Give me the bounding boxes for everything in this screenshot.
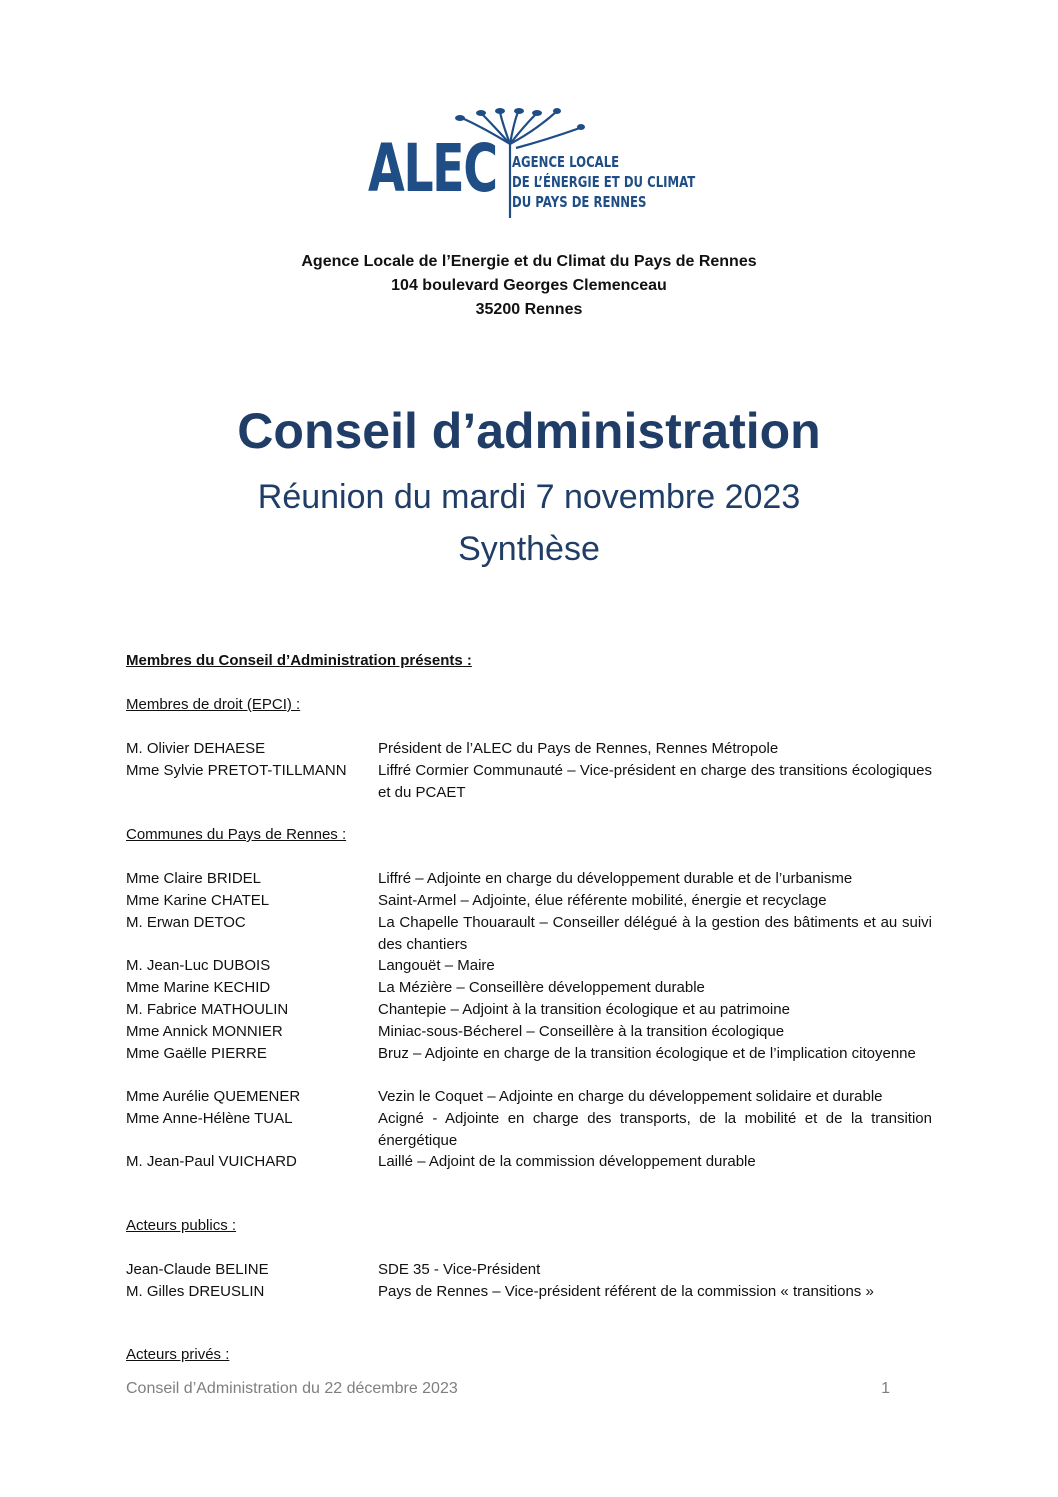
logo-line-2: DE L’ÉNERGIE ET DU CLIMAT xyxy=(512,173,696,191)
member-name: M. Fabrice MATHOULIN xyxy=(126,1001,289,1018)
address-street: 104 boulevard Georges Clemenceau xyxy=(391,277,667,294)
logo-line-3: DU PAYS DE RENNES xyxy=(512,193,647,211)
member-role: Liffré – Adjointe en charge du développement durable et de l’urbanisme xyxy=(378,870,853,887)
page-title: Conseil d’administration xyxy=(237,403,821,459)
member-role: Saint-Armel – Adjointe, élue référente mobilité, énergie et recyclage xyxy=(378,892,827,909)
member-name: Mme Anne-Hélène TUAL xyxy=(126,1110,293,1127)
member-role: La Chapelle Thouarault – Conseiller délégué à la gestion des bâtiments et au suivi des chantiers xyxy=(378,914,932,953)
member-name: M. Gilles DREUSLIN xyxy=(126,1283,265,1300)
logo-tagline xyxy=(512,152,695,212)
member-role: SDE 35 - Vice-Président xyxy=(378,1261,541,1278)
section-communes: Communes du Pays de Rennes : xyxy=(126,826,347,843)
page-number: 1 xyxy=(881,1380,890,1397)
member-role: Laillé – Adjoint de la commission développement durable xyxy=(378,1153,756,1170)
address-city: 35200 Rennes xyxy=(475,301,583,318)
member-name: Mme Aurélie QUEMENER xyxy=(126,1088,301,1105)
member-name: Mme Marine KECHID xyxy=(126,979,271,996)
document-type: Synthèse xyxy=(458,530,600,568)
member-name: M. Erwan DETOC xyxy=(126,914,246,931)
section-droit: Membres de droit (EPCI) : xyxy=(126,696,301,713)
logo-acronym: ALEC xyxy=(368,130,497,207)
member-role: Président de l’ALEC du Pays de Rennes, Rennes Métropole xyxy=(378,740,779,757)
member-name: M. Jean-Luc DUBOIS xyxy=(126,957,271,974)
member-name: Mme Gaëlle PIERRE xyxy=(126,1045,267,1062)
member-role: Pays de Rennes – Vice-président référent de la commission « transitions » xyxy=(378,1283,874,1300)
member-name: M. Jean-Paul VUICHARD xyxy=(126,1153,297,1170)
footer-text: Conseil d’Administration du 22 décembre 2023 xyxy=(126,1380,458,1397)
address-org: Agence Locale de l’Energie et du Climat du Pays de Rennes xyxy=(301,253,757,270)
member-role: Miniac-sous-Bécherel – Conseillère à la transition écologique xyxy=(378,1023,785,1040)
member-role: Vezin le Coquet – Adjointe en charge du développement solidaire et durable xyxy=(378,1088,883,1105)
section-publics: Acteurs publics : xyxy=(126,1217,237,1234)
member-role: Langouët – Maire xyxy=(378,957,495,974)
member-name: Mme Claire BRIDEL xyxy=(126,870,262,887)
member-name: Mme Sylvie PRETOT-TILLMANN xyxy=(126,762,347,779)
logo-line-1: AGENCE LOCALE xyxy=(512,153,620,171)
member-name: Jean-Claude BELINE xyxy=(126,1261,269,1278)
page-footer xyxy=(126,1380,890,1398)
member-name: M. Olivier DEHAESE xyxy=(126,740,266,757)
member-role: Liffré Cormier Communauté – Vice-président en charge des transitions écologiques et du PCAET xyxy=(378,762,932,801)
member-name: Mme Annick MONNIER xyxy=(126,1023,283,1040)
member-name: Mme Karine CHATEL xyxy=(126,892,270,909)
member-role: Acigné - Adjointe en charge des transports, de la mobilité et de la transition énergétique xyxy=(378,1110,932,1149)
member-role: Chantepie – Adjoint à la transition écologique et au patrimoine xyxy=(378,1001,790,1018)
address-block xyxy=(0,250,1058,322)
section-prives: Acteurs privés : xyxy=(126,1346,230,1363)
meeting-date: Réunion du mardi 7 novembre 2023 xyxy=(257,478,801,516)
member-role: La Mézière – Conseillère développement durable xyxy=(378,979,705,996)
section-present: Membres du Conseil d’Administration présents : xyxy=(126,652,472,669)
member-role: Bruz – Adjointe en charge de la transition écologique et de l’implication citoyenne xyxy=(378,1045,916,1062)
